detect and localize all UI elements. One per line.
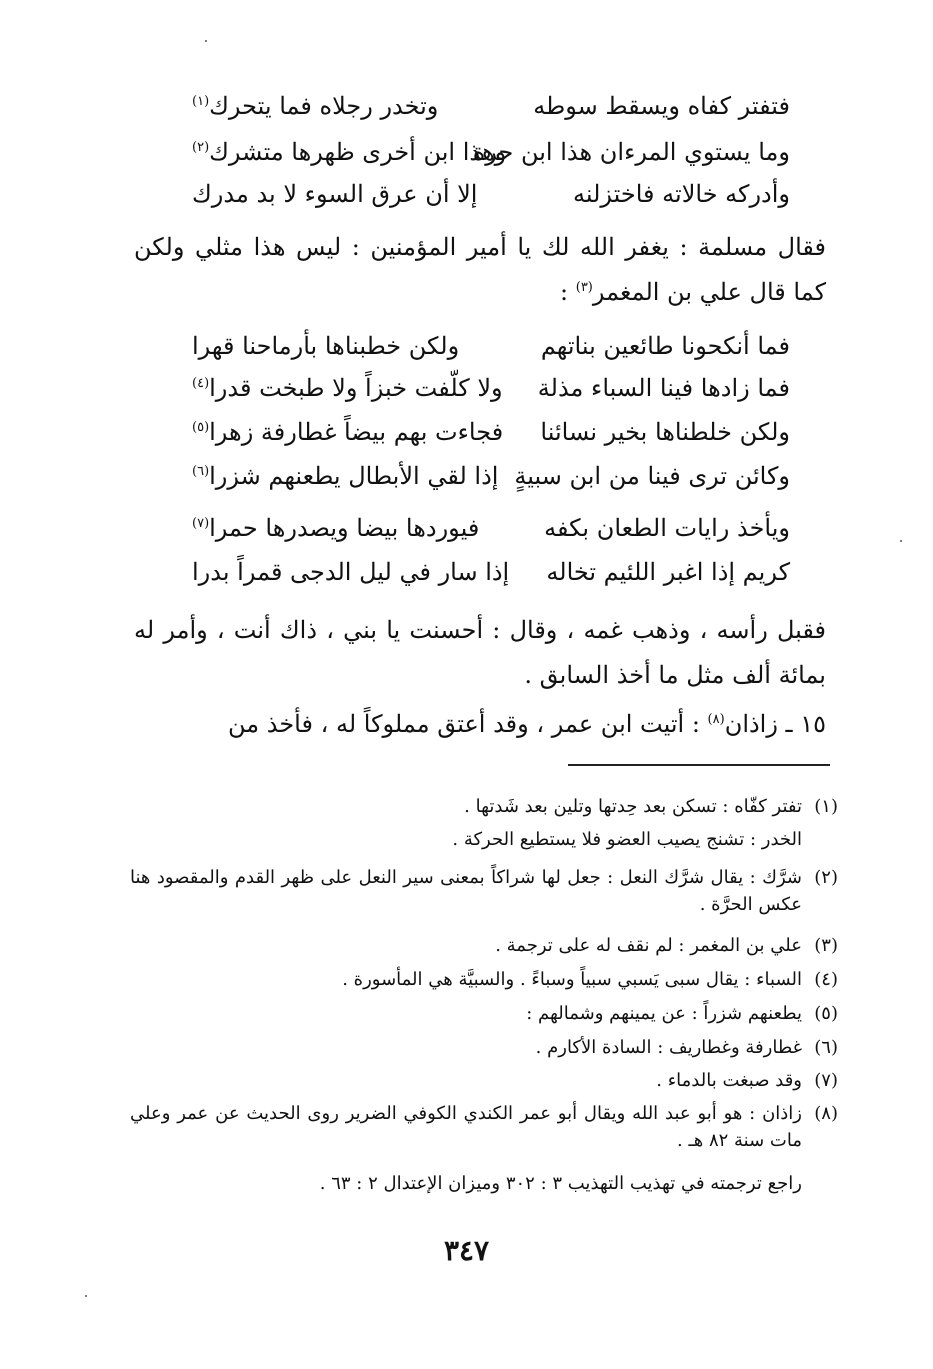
hemistich-text: ولكن خطبناها بأرماحنا قهرا <box>192 332 460 360</box>
paper-speck <box>85 1295 87 1297</box>
verse-first-hemistich: ويأخذ رايات الطعان بكفه <box>544 514 790 542</box>
footnote-marker: (٤) <box>192 376 210 391</box>
prose-paragraph <box>134 225 826 315</box>
poem-verse <box>130 326 790 366</box>
footnote-text: راجع ترجمته في تهذيب التهذيب ٣ : ٣٠٢ وميزان الإعتدال ٢ : ٦٣ . <box>319 1173 802 1194</box>
footnote-marker: (١) <box>192 94 210 109</box>
verse-first-hemistich: فما زادها فينا السباء مذلة <box>537 374 790 402</box>
footnote-text: زاذان : هو أبو عبد الله ويقال أبو عمر الكندي الكوفي الضرير روى الحديث عن عمر وعلي مات سنة ٨٢ هـ . <box>130 1103 802 1151</box>
footnote <box>130 1000 838 1027</box>
footnote-marker: (٦) <box>192 464 210 479</box>
footnote <box>130 1100 838 1154</box>
footnote-number: (٨) <box>814 1103 838 1124</box>
verse-first-hemistich: وكائن ترى فينا من ابن سبيةٍ <box>514 462 790 490</box>
footnote-marker: (٧) <box>192 516 210 531</box>
verse-second-hemistich <box>192 368 503 408</box>
poem-verse <box>130 508 790 548</box>
footnote-separator <box>568 764 830 766</box>
footnote-marker: (٢) <box>192 140 210 155</box>
verse-second-hemistich <box>192 86 438 126</box>
footnote-number: (٧) <box>814 1070 838 1091</box>
verse-second-hemistich <box>192 456 498 496</box>
footnote-text: يطعنهم شزراً : عن يمينهم وشمالهم : <box>526 1003 802 1024</box>
footnote <box>130 1170 838 1197</box>
verse-second-hemistich <box>192 174 477 214</box>
footnote <box>130 1067 838 1094</box>
prose-paragraph: فقبل رأسه ، وذهب غمه ، وقال : أحسنت يا بني ، ذاك أنت ، وأمر له بمائة ألف مثل ما أخذ السابق . <box>134 616 826 689</box>
hemistich-text: وهذا ابن أخرى ظهرها متشرك <box>209 138 507 166</box>
verse-first-hemistich: ولكن خلطناها بخير نسائنا <box>540 418 790 446</box>
footnote-number: (٣) <box>814 935 838 956</box>
hemistich-text: فيوردها بيضا ويصدرها حمرا <box>209 514 480 542</box>
verse-first-hemistich: فتفتر كفاه ويسقط سوطه <box>533 92 790 120</box>
footnote-number: (٤) <box>814 969 838 990</box>
footnote <box>130 793 838 820</box>
poem-verse <box>130 552 790 592</box>
poem-verse <box>130 368 790 408</box>
footnote-text: الخدر : تشنج يصيب العضو فلا يستطيع الحركة . <box>452 829 802 850</box>
footnote-number: (٥) <box>814 1003 838 1024</box>
paragraph-text: ١٥ ـ زاذان <box>724 710 826 738</box>
footnote-marker: (٥) <box>192 420 210 435</box>
footnote-number: (٢) <box>814 867 838 888</box>
paper-speck <box>205 40 207 42</box>
page-number: ٣٤٧ <box>443 1234 490 1267</box>
verse-first-hemistich: وما يستوي المرءان هذا ابن حرة <box>472 138 790 166</box>
prose-paragraph <box>134 702 826 747</box>
poem-verse <box>130 456 790 496</box>
paragraph-text: فقال مسلمة : يغفر الله لك يا أمير المؤمنين : ليس هذا مثلي ولكن كما قال علي بن المغمر <box>134 233 826 306</box>
poem-verse <box>130 86 790 126</box>
verse-first-hemistich: كريم إذا اغبر اللئيم تخاله <box>546 558 790 586</box>
footnote-text: وقد صبغت بالدماء . <box>656 1070 802 1091</box>
footnote <box>130 932 838 959</box>
verse-second-hemistich <box>192 412 503 452</box>
verse-first-hemistich: فما أنكحونا طائعين بناتهم <box>540 332 790 360</box>
paragraph-text: : <box>560 278 576 306</box>
footnote-number: (١) <box>814 796 838 817</box>
hemistich-text: فجاءت بهم بيضاً غطارفة زهرا <box>209 418 504 446</box>
poem-verse <box>130 412 790 452</box>
paper-speck <box>900 540 902 542</box>
footnote-marker: (٣) <box>575 280 593 295</box>
footnote-text: علي بن المغمر : لم نقف له على ترجمة . <box>495 935 802 956</box>
hemistich-text: إلا أن عرق السوء لا بد مدرك <box>192 180 478 208</box>
verse-second-hemistich <box>192 132 506 172</box>
footnote <box>130 826 838 853</box>
hemistich-text: ولا كلّفت خبزاً ولا طبخت قدرا <box>209 374 503 402</box>
footnote-text: تفتر كفّاه : تسكن بعد حِدتها وتلين بعد شَدتها . <box>464 796 802 817</box>
poem-verse <box>130 132 790 172</box>
footnote-number: (٦) <box>814 1037 838 1058</box>
footnote-marker: (٨) <box>707 712 725 727</box>
poem-verse <box>130 174 790 214</box>
footnote <box>130 966 838 993</box>
paragraph-text: : أتيت ابن عمر ، وقد أعتق مملوكاً له ، فأخذ من <box>227 710 708 738</box>
hemistich-text: وتخدر رجلاه فما يتحرك <box>209 92 439 120</box>
verse-first-hemistich: وأدركه خالاته فاختزلنه <box>573 180 790 208</box>
footnote-text: غطارفة وغطاريف : السادة الأكارم . <box>535 1037 802 1058</box>
footnote <box>130 864 838 918</box>
verse-second-hemistich <box>192 552 509 592</box>
footnote <box>130 1034 838 1061</box>
footnote-text: السباء : يقال سبى يَسبي سبياً وسباءً . والسبيَّة هي المأسورة . <box>342 969 802 990</box>
footnote-text: شرَّك : يقال شرَّك النعل : جعل لها شراكاً بمعنى سير النعل على ظهر القدم والمقصود هنا عكس الحرَّة . <box>130 867 802 915</box>
verse-second-hemistich <box>192 326 459 366</box>
hemistich-text: إذا لقي الأبطال يطعنهم شزرا <box>209 462 499 490</box>
verse-second-hemistich <box>192 508 479 548</box>
hemistich-text: إذا سار في ليل الدجى قمراً بدرا <box>192 558 510 586</box>
